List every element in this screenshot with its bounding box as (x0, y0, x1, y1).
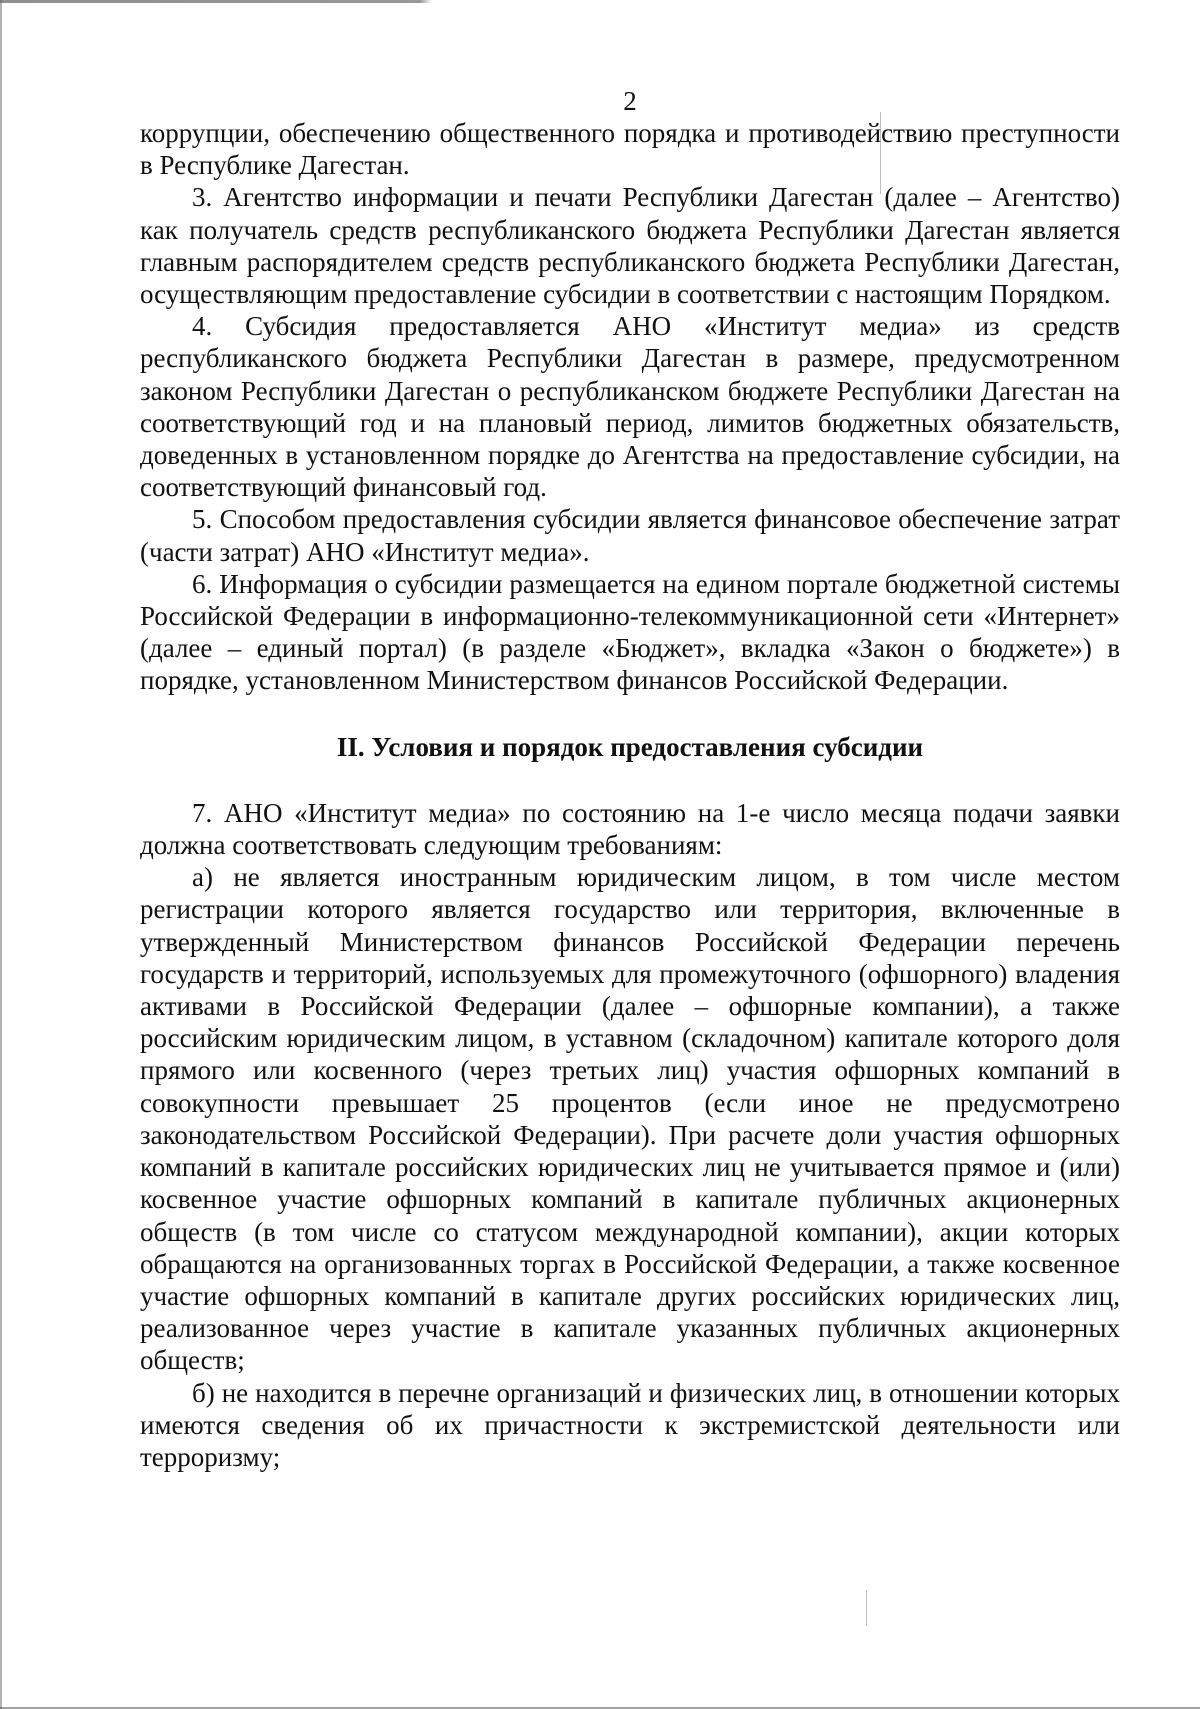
page-number: 2 (623, 86, 637, 116)
paragraph-5: 5. Способом предоставления субсидии является финансовое обеспечение затрат (части затрат) АНО «Институт медиа». (140, 504, 1120, 567)
scan-artifact-line (866, 1590, 867, 1626)
document-body (140, 117, 1120, 1473)
scan-edge-left (0, 0, 2, 1709)
scan-edge-top (0, 0, 1200, 3)
paragraph-4: 4. Субсидия предоставляется АНО «Институт медиа» из средств республиканского бюджета Республики Дагестан в размере, предусмотренном законом Республики Дагестан о республиканском бюджете Республики Дагестан на соответствующий год и на плановый период, лимитов бюджетных обязательств, доведенных в установленном порядке до Агентства на предоставление субсидии, на соответствующий финансовый год. (140, 311, 1120, 503)
section-heading: II. Условия и порядок предоставления субсидии (336, 731, 924, 762)
paragraph-6: 6. Информация о субсидии размещается на едином портале бюджетной системы Российской Федерации в информационно-телекоммуникационной сети «Интернет» (далее – единый портал) (в разделе «Бюджет», вкладка «Закон о бюджете») в порядке, установленном Министерством финансов Российской Федерации. (140, 568, 1120, 696)
paragraph-7: 7. АНО «Институт медиа» по состоянию на 1-е число месяца подачи заявки должна соответствовать следующим требованиям: (140, 797, 1120, 861)
paragraph-7b: б) не находится в перечне организаций и физических лиц, в отношении которых имеются сведения об их причастности к экстремистской деятельности или терроризму; (140, 1377, 1120, 1472)
paragraph-3: 3. Агентство информации и печати Республики Дагестан (далее – Агентство) как получатель средств республиканского бюджета Республики Дагестан является главным распорядителем средств республиканского бюджета Республики Дагестан, осуществляющим предоставление субсидии в соответствии с настоящим Порядком. (140, 182, 1120, 310)
paragraph-7a: а) не является иностранным юридическим лицом, в том числе местом регистрации которого является государство или территория, включенные в утвержденный Министерством финансов Российской Федерации перечень государств и территорий, используемых для промежуточного (офшорного) владения активами в Российской Федерации (далее – офшорные компании), а также российским юридическим лицом, в уставном (складочном) капитале которого доля прямого или косвенного (через третьих лиц) участия офшорных компаний в совокупности превышает 25 процентов (если иное не предусмотрено законодательством Российской Федерации). При расчете доли участия офшорных компаний в капитале российских юридических лиц не учитывается прямое и (или) косвенное участие офшорных компаний в капитале публичных акционерных обществ (в том числе со статусом международной компании), акции которых обращаются на организованных торгах в Российской Федерации, а также косвенное участие офшорных компаний в капитале других российских юридических лиц, реализованное через участие в капитале указанных публичных акционерных обществ; (140, 862, 1120, 1376)
paragraph-continuation: коррупции, обеспечению общественного порядка и противодействию преступности в Республике Дагестан. (140, 118, 1120, 181)
